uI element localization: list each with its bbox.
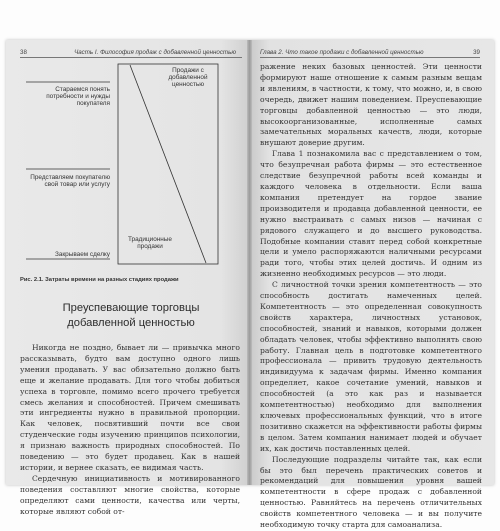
figure-caption: Рис. 2.1. Затраты времени на разных стадиях продажи <box>20 277 179 283</box>
section-heading <box>20 301 242 331</box>
right-header-rule <box>260 57 480 58</box>
right-page-number: 39 <box>473 49 480 56</box>
right-paragraph-2: Глава 1 познакомила вас с представлением о том, что безупречная работа фирмы — это естественное следствие безупречной работы всей команды и каждого человека в отдельности. Если ваша компания претендует на гордое звание производителя и продавца добавленной ценности, ее нужно выстраивать с самых низов — начиная с рядового служащего и до высшего руководства. Подобные компании ставят перед собой конкретные цели и умело распоряжаются наличными ресурсами ради того, чтобы этих целей достичь. И одним из жизненно необходимых ресурсов — это люди. <box>260 149 482 279</box>
traditional-sales-label: Традиционные продажи <box>128 236 172 251</box>
time-spent-diagram <box>20 64 248 269</box>
right-paragraph-3: С личностной точки зрения компетентность — это способность достигать намеченных целей. Компетентность — это определенная совокупность свойств характера, личностных установок, способностей, знаний и навыков, которыми должен обладать человек, чтобы эффективно выполнять свою работу. Главная цель в подготовке компетентного профессионала — привить трудовую деятельность индивидуума к задачам фирмы. Именно компания определяет, какое сочетание умений, навыков и способностей (а это как раз и называется компетентностью) необходимо для выполнения ключевых профессиональных функций, что в итоге позитивно скажется на эффективности работы фирмы в целом. Затем компания нанимает людей и обучает их, как достичь поставленных целей. <box>260 280 482 453</box>
book-spine <box>247 40 252 485</box>
right-paragraph-4: Последующие подразделы читайте так, как если бы это был перечень практических советов и рекомендаций для повышения уровня вашей компетентности в сфере продаж с добавленной ценностью. Равняйтесь на перечень отличительных свойств компетентного человека — и вы получите необходимую точку старта для самоанализа. <box>260 454 482 530</box>
left-header-rule <box>20 57 242 58</box>
diagonal-divider <box>130 65 206 263</box>
left-paragraph-2: Сердечную инициативность и мотивированного поведения составляют многие свойства, которые определяют сами ценности, качества или черты, которые являют собой от- <box>20 473 240 516</box>
book-spread <box>6 40 494 530</box>
right-paragraph-1: ражение неких базовых ценностей. Эти ценности формируют наше отношение к самым разным вещам и явлениям, в частности, к тому, что можно, и, в свою очередь, движет нашим поведением. Преуспевающие торговцы добавленной ценностью — это люди, высокоорганизованные, исполненные самых замечательных моральных качеств, люди, которые внушают доверие другим. <box>260 62 482 148</box>
left-body-text <box>20 343 240 518</box>
left-page <box>6 40 250 516</box>
value-added-sales-label: Продажи с добавленной ценностью <box>168 67 208 89</box>
stage-presentation-label: Представляем покупателю свой товар или услугу <box>30 174 110 189</box>
left-paragraph-1: Никогда не поздно, бывает ли — привычка много рассказывать, будто вам доступно одного лишь умения продавать. У вас обязательно должно быть еще и желание продавать. Для того чтобы добиться успеха в торговле, помимо всего прочего требуется смесь желания и способностей. Причем смешивать эти ингредиенты нужно в правильной пропорции. Как человек, посвятивший почти все свои студенческие годы изучению принципов психологии, я признаю важность природных способностей. По поведению — это будет продавец. Как в нашей истории, и вернее сказать, ее видимая часть. <box>20 343 240 472</box>
section-heading-line-2: добавленной ценностью <box>67 317 195 329</box>
right-page <box>250 40 494 530</box>
left-page-number: 38 <box>20 49 27 56</box>
section-heading-line-1: Преуспевающие торговцы <box>62 302 200 314</box>
stage-close-label: Закрываем сделку <box>54 251 110 258</box>
stage-needs-label: Стараемся понять потребности и нужды покупателя <box>46 86 110 108</box>
right-running-title: Глава 2. Что такое продажи с добавленной ценностью <box>260 49 424 56</box>
left-running-title: Часть I. Философия продаж с добавленной ценностью <box>74 49 236 56</box>
right-body-text <box>260 62 482 531</box>
